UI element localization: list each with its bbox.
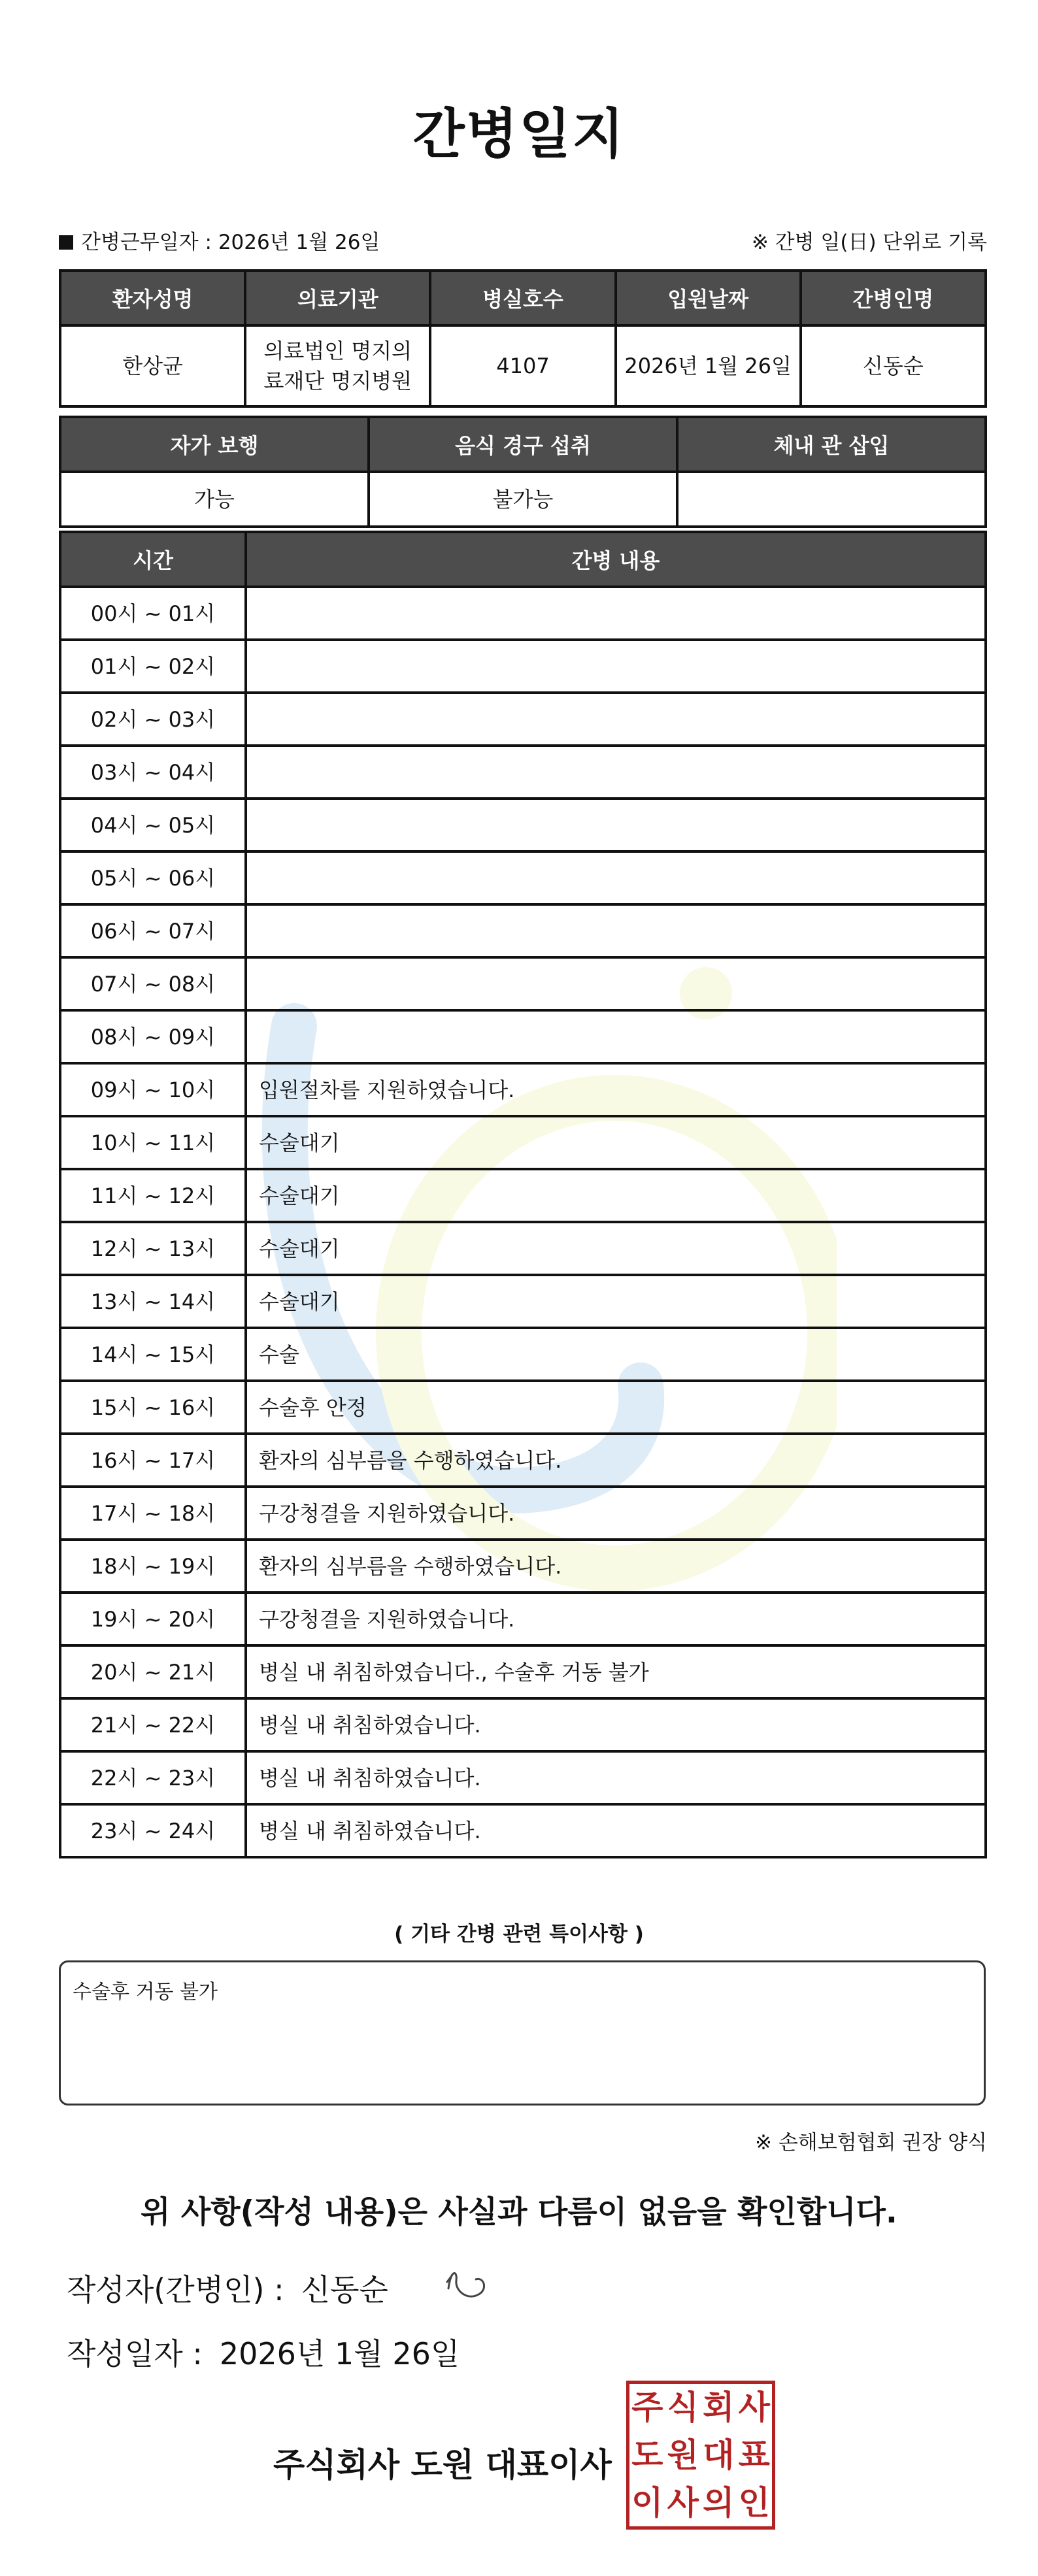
footnote: ※ 손해보험협회 권장 양식 (755, 2131, 987, 2155)
header-tube-insertion: 체내 관 삽입 (677, 417, 986, 472)
header-patient-name: 환자성명 (60, 271, 245, 325)
seal-character: 이 (631, 2483, 663, 2522)
confirmation-statement: 위 사항(작성 내용)은 사실과 다름이 없음을 확인합니다. (141, 2194, 897, 2230)
care-content-cell (246, 799, 986, 851)
seal-character: 사 (667, 2483, 699, 2522)
seal-character: 식 (667, 2388, 699, 2427)
written-date-line (67, 2330, 460, 2373)
table-row (60, 1751, 986, 1804)
patient-status-table (59, 416, 987, 528)
table-row (60, 1010, 986, 1063)
time-cell: 20시 ~ 21시 (60, 1645, 246, 1698)
care-content-cell: 구강청결을 지원하였습니다. (246, 1593, 986, 1645)
time-cell: 21시 ~ 22시 (60, 1698, 246, 1751)
care-content-cell: 병실 내 취침하였습니다. (246, 1751, 986, 1804)
patient-name: 한상균 (60, 325, 245, 406)
table-row (60, 1328, 986, 1381)
care-content-cell (246, 746, 986, 799)
time-cell: 00시 ~ 01시 (60, 587, 246, 640)
table-row (60, 851, 986, 904)
work-date-value: 2026년 1월 26일 (218, 231, 380, 254)
table-row (60, 1116, 986, 1169)
table-row (60, 1169, 986, 1222)
header-oral-intake: 음식 경구 섭취 (369, 417, 677, 472)
self-walking-value: 가능 (60, 472, 369, 527)
time-cell: 10시 ~ 11시 (60, 1116, 246, 1169)
table-row (60, 1487, 986, 1540)
care-content-cell (246, 587, 986, 640)
page-title: 간병일지 (412, 103, 626, 165)
care-content-cell: 병실 내 취침하였습니다., 수술후 거동 불가 (246, 1645, 986, 1698)
care-content-cell: 수술대기 (246, 1116, 986, 1169)
table-row (60, 904, 986, 957)
room-number: 4107 (430, 325, 615, 406)
seal-character: 회 (703, 2388, 735, 2427)
header-caregiver: 간병인명 (801, 271, 986, 325)
seal-character: 주 (631, 2388, 663, 2427)
patient-info-table (59, 269, 987, 408)
header-self-walking: 자가 보행 (60, 417, 369, 472)
seal-character: 인 (738, 2483, 770, 2522)
table-row (60, 1698, 986, 1751)
table-row (60, 957, 986, 1010)
care-content-cell: 수술대기 (246, 1275, 986, 1328)
time-cell: 04시 ~ 05시 (60, 799, 246, 851)
header-hospital: 의료기관 (245, 271, 430, 325)
seal-character: 대 (703, 2436, 735, 2474)
care-content-cell: 구강청결을 지원하였습니다. (246, 1487, 986, 1540)
written-date-label: 작성일자 : (67, 2336, 203, 2371)
table-row (60, 1381, 986, 1434)
care-content-cell: 입원절차를 지원하였습니다. (246, 1063, 986, 1116)
time-cell: 15시 ~ 16시 (60, 1381, 246, 1434)
time-cell: 08시 ~ 09시 (60, 1010, 246, 1063)
time-cell: 02시 ~ 03시 (60, 693, 246, 746)
header-care-content: 간병 내용 (246, 532, 986, 587)
time-cell: 05시 ~ 06시 (60, 851, 246, 904)
company-seal (626, 2381, 775, 2530)
table-row (60, 1222, 986, 1275)
care-content-cell (246, 904, 986, 957)
time-cell: 22시 ~ 23시 (60, 1751, 246, 1804)
care-content-cell (246, 1010, 986, 1063)
care-content-cell: 수술대기 (246, 1222, 986, 1275)
time-cell: 12시 ~ 13시 (60, 1222, 246, 1275)
table-row (60, 1593, 986, 1645)
time-cell: 19시 ~ 20시 (60, 1593, 246, 1645)
care-content-cell: 수술대기 (246, 1169, 986, 1222)
table-row (60, 1540, 986, 1593)
signature (442, 2262, 494, 2308)
care-content-cell: 환자의 심부름을 수행하였습니다. (246, 1540, 986, 1593)
header-admission-date: 입원날짜 (616, 271, 801, 325)
oral-intake-value: 불가능 (369, 472, 677, 527)
care-content-cell: 수술 (246, 1328, 986, 1381)
seal-character: 의 (703, 2483, 735, 2522)
work-date-label: 간병근무일자 : (81, 231, 218, 254)
writer-label: 작성자(간병인) : (67, 2272, 284, 2307)
table-row (60, 1063, 986, 1116)
header-time: 시간 (60, 532, 246, 587)
table-row (60, 1645, 986, 1698)
care-log-table (59, 531, 987, 1858)
special-notes-box: 수술후 거동 불가 (59, 1960, 986, 2105)
seal-character: 사 (738, 2388, 770, 2427)
table-row (60, 1275, 986, 1328)
care-content-cell: 병실 내 취침하였습니다. (246, 1804, 986, 1857)
care-content-cell (246, 640, 986, 693)
tube-insertion-value (677, 472, 986, 527)
time-cell: 16시 ~ 17시 (60, 1434, 246, 1487)
time-cell: 03시 ~ 04시 (60, 746, 246, 799)
company-representative: 주식회사 도원 대표이사 (273, 2446, 612, 2484)
table-row (60, 1804, 986, 1857)
writer-line (67, 2266, 388, 2309)
time-cell: 07시 ~ 08시 (60, 957, 246, 1010)
table-row (60, 693, 986, 746)
care-content-cell (246, 851, 986, 904)
time-cell: 13시 ~ 14시 (60, 1275, 246, 1328)
table-row (60, 640, 986, 693)
seal-character: 원 (667, 2436, 699, 2474)
time-cell: 09시 ~ 10시 (60, 1063, 246, 1116)
time-cell: 17시 ~ 18시 (60, 1487, 246, 1540)
time-cell: 01시 ~ 02시 (60, 640, 246, 693)
written-date: 2026년 1월 26일 (219, 2336, 460, 2371)
care-content-cell (246, 693, 986, 746)
hospital-name (245, 325, 430, 406)
time-cell: 06시 ~ 07시 (60, 904, 246, 957)
time-cell: 14시 ~ 15시 (60, 1328, 246, 1381)
record-unit-note: ※ 간병 일(日) 단위로 기록 (751, 231, 987, 254)
special-notes-title: ( 기타 간병 관련 특이사항 ) (394, 1923, 644, 1946)
care-content-cell: 병실 내 취침하였습니다. (246, 1698, 986, 1751)
work-date (59, 225, 380, 255)
seal-characters (629, 2384, 772, 2526)
care-content-cell: 환자의 심부름을 수행하였습니다. (246, 1434, 986, 1487)
seal-character: 표 (738, 2436, 770, 2474)
caregiver-name: 신동순 (801, 325, 986, 406)
writer-name: 신동순 (301, 2272, 388, 2307)
time-cell: 23시 ~ 24시 (60, 1804, 246, 1857)
time-cell: 11시 ~ 12시 (60, 1169, 246, 1222)
header-room: 병실호수 (430, 271, 615, 325)
square-bullet-icon (59, 235, 73, 250)
table-row (60, 746, 986, 799)
care-content-cell: 수술후 안정 (246, 1381, 986, 1434)
seal-character: 도 (631, 2436, 663, 2474)
table-row (60, 799, 986, 851)
care-log-rows (60, 587, 986, 1857)
admission-date: 2026년 1월 26일 (616, 325, 801, 406)
time-cell: 18시 ~ 19시 (60, 1540, 246, 1593)
table-row (60, 1434, 986, 1487)
hospital-name-text: 의료법인 명지의 료재단 명지병원 (263, 339, 412, 393)
table-row (60, 587, 986, 640)
care-content-cell (246, 957, 986, 1010)
